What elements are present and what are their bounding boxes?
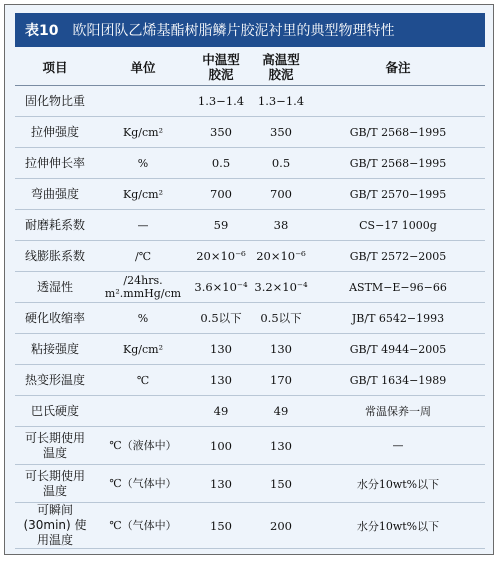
cell-mid-temp: 1.3−1.4 (191, 86, 251, 117)
cell-note: GB/T 2572−2005 (311, 241, 485, 272)
cell-note: ASTM−E−96−66 (311, 272, 485, 303)
cell-high-temp: 350 (251, 117, 311, 148)
table-row (15, 241, 485, 272)
header-item: 项目 (15, 49, 95, 86)
table-row (15, 272, 485, 303)
cell-note: 水分10wt%以下 (311, 465, 485, 503)
cell-item: 线膨胀系数 (15, 241, 95, 272)
table-row (15, 365, 485, 396)
cell-item: 弯曲强度 (15, 179, 95, 210)
cell-unit: Kg/cm² (95, 334, 191, 365)
cell-mid-temp: 130 (191, 365, 251, 396)
cell-high-temp: 150 (251, 465, 311, 503)
cell-high-temp: 170 (251, 365, 311, 396)
cell-note: GB/T 2568−1995 (311, 148, 485, 179)
cell-item: 拉伸伸长率 (15, 148, 95, 179)
table-row (15, 86, 485, 117)
cell-high-temp: 3.2×10⁻⁴ (251, 272, 311, 303)
table-caption: 欧阳团队乙烯基酯树脂鳞片胶泥衬里的典型物理特性 (72, 23, 395, 39)
cell-high-temp: 0.5 (251, 148, 311, 179)
cell-high-temp: 130 (251, 334, 311, 365)
table-row (15, 396, 485, 427)
cell-mid-temp: 100 (191, 427, 251, 465)
cell-unit: Kg/cm² (95, 179, 191, 210)
cell-unit: — (95, 210, 191, 241)
cell-note: 常温保养一周 (311, 396, 485, 427)
table-row (15, 427, 485, 465)
cell-item: 硬化收缩率 (15, 303, 95, 334)
cell-note: JB/T 6542−1993 (311, 303, 485, 334)
cell-item: 透湿性 (15, 272, 95, 303)
table-title (15, 13, 485, 47)
properties-table (15, 49, 485, 549)
cell-item: 巴氏硬度 (15, 396, 95, 427)
cell-unit: ℃ (95, 365, 191, 396)
cell-note: GB/T 2568−1995 (311, 117, 485, 148)
table-row (15, 117, 485, 148)
cell-mid-temp: 150 (191, 503, 251, 549)
cell-unit: /℃ (95, 241, 191, 272)
cell-high-temp: 20×10⁻⁶ (251, 241, 311, 272)
cell-unit: ℃（气体中） (95, 503, 191, 549)
header-high-temp: 高温型 胶泥 (251, 49, 311, 86)
cell-note: CS−17 1000g (311, 210, 485, 241)
cell-item: 可长期使用 温度 (15, 427, 95, 465)
cell-unit: ℃（气体中） (95, 465, 191, 503)
cell-high-temp: 700 (251, 179, 311, 210)
cell-mid-temp: 130 (191, 334, 251, 365)
cell-note (311, 86, 485, 117)
cell-mid-temp: 700 (191, 179, 251, 210)
cell-unit: /24hrs. m².mmHg/cm (95, 272, 191, 303)
cell-mid-temp: 59 (191, 210, 251, 241)
table-row (15, 303, 485, 334)
cell-note: GB/T 2570−1995 (311, 179, 485, 210)
cell-mid-temp: 0.5 (191, 148, 251, 179)
cell-item: 可瞬间 (30min) 使 用温度 (15, 503, 95, 549)
cell-item: 可长期使用 温度 (15, 465, 95, 503)
cell-mid-temp: 0.5以下 (191, 303, 251, 334)
cell-unit: % (95, 303, 191, 334)
cell-mid-temp: 49 (191, 396, 251, 427)
cell-high-temp: 130 (251, 427, 311, 465)
cell-unit: % (95, 148, 191, 179)
cell-item: 粘接强度 (15, 334, 95, 365)
cell-item: 拉伸强度 (15, 117, 95, 148)
cell-item: 热变形温度 (15, 365, 95, 396)
cell-high-temp: 0.5以下 (251, 303, 311, 334)
header-row (15, 49, 485, 86)
cell-note: — (311, 427, 485, 465)
cell-item: 固化物比重 (15, 86, 95, 117)
cell-mid-temp: 130 (191, 465, 251, 503)
table-row (15, 179, 485, 210)
cell-item: 耐磨耗系数 (15, 210, 95, 241)
cell-mid-temp: 3.6×10⁻⁴ (191, 272, 251, 303)
cell-high-temp: 49 (251, 396, 311, 427)
cell-note: GB/T 1634−1989 (311, 365, 485, 396)
cell-unit (95, 86, 191, 117)
table-row (15, 334, 485, 365)
header-unit: 单位 (95, 49, 191, 86)
table-number: 表10 (25, 23, 59, 39)
table-row (15, 148, 485, 179)
cell-note: GB/T 4944−2005 (311, 334, 485, 365)
table-row (15, 210, 485, 241)
cell-high-temp: 1.3−1.4 (251, 86, 311, 117)
cell-mid-temp: 20×10⁻⁶ (191, 241, 251, 272)
cell-unit (95, 396, 191, 427)
cell-unit: ℃（液体中） (95, 427, 191, 465)
cell-high-temp: 38 (251, 210, 311, 241)
header-note: 备注 (311, 49, 485, 86)
cell-mid-temp: 350 (191, 117, 251, 148)
table-row (15, 503, 485, 549)
cell-unit: Kg/cm² (95, 117, 191, 148)
header-mid-temp: 中温型 胶泥 (191, 49, 251, 86)
cell-note: 水分10wt%以下 (311, 503, 485, 549)
table-row (15, 465, 485, 503)
cell-high-temp: 200 (251, 503, 311, 549)
